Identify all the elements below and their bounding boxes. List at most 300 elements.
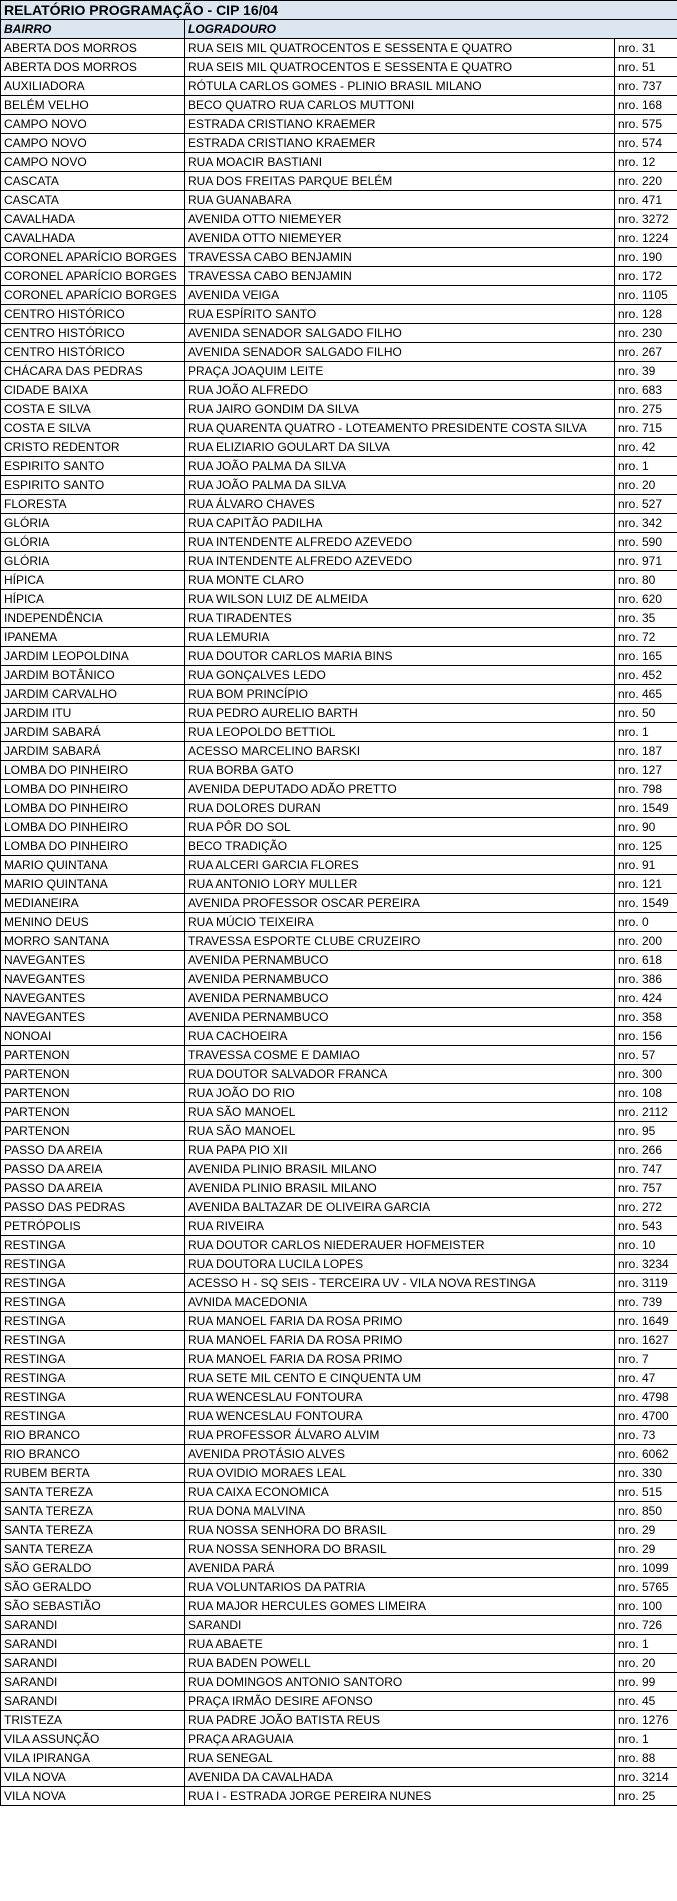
table-row — [1, 1692, 677, 1711]
table-row — [1, 1046, 677, 1065]
cell-numero: nro. 275 — [615, 400, 677, 419]
table-row — [1, 761, 677, 780]
cell-bairro: GLÓRIA — [1, 533, 185, 552]
table-row — [1, 951, 677, 970]
table-row — [1, 799, 677, 818]
table-row — [1, 571, 677, 590]
cell-logradouro: TRAVESSA COSME E DAMIAO — [185, 1046, 615, 1065]
cell-logradouro: RUA SENEGAL — [185, 1749, 615, 1768]
cell-logradouro: AVENIDA PARÁ — [185, 1559, 615, 1578]
cell-bairro: CIDADE BAIXA — [1, 381, 185, 400]
cell-numero: nro. 12 — [615, 153, 677, 172]
cell-logradouro: RUA ABAETE — [185, 1635, 615, 1654]
cell-logradouro: TRAVESSA CABO BENJAMIN — [185, 267, 615, 286]
cell-numero: nro. 266 — [615, 1141, 677, 1160]
cell-bairro: AUXILIADORA — [1, 77, 185, 96]
cell-logradouro: RUA DOMINGOS ANTONIO SANTORO — [185, 1673, 615, 1692]
cell-bairro: GLÓRIA — [1, 552, 185, 571]
cell-logradouro: AVENIDA PLINIO BRASIL MILANO — [185, 1160, 615, 1179]
cell-logradouro: RUA SEIS MIL QUATROCENTOS E SESSENTA E QUATRO — [185, 39, 615, 58]
table-row — [1, 96, 677, 115]
cell-logradouro: RUA MANOEL FARIA DA ROSA PRIMO — [185, 1331, 615, 1350]
cell-numero: nro. 72 — [615, 628, 677, 647]
cell-logradouro: RUA BOM PRINCÍPIO — [185, 685, 615, 704]
column-header-bairro: BAIRRO — [1, 20, 185, 39]
cell-bairro: VILA IPIRANGA — [1, 1749, 185, 1768]
cell-logradouro: RUA ALCERI GARCIA FLORES — [185, 856, 615, 875]
cell-numero: nro. 1627 — [615, 1331, 677, 1350]
cell-bairro: ESPIRITO SANTO — [1, 476, 185, 495]
cell-logradouro: RUA DOUTOR CARLOS MARIA BINS — [185, 647, 615, 666]
cell-logradouro: RUA VOLUNTARIOS DA PATRIA — [185, 1578, 615, 1597]
cell-bairro: LOMBA DO PINHEIRO — [1, 761, 185, 780]
table-row — [1, 1198, 677, 1217]
cell-bairro: CAMPO NOVO — [1, 134, 185, 153]
table-row — [1, 1160, 677, 1179]
cell-bairro: VILA ASSUNÇÃO — [1, 1730, 185, 1749]
cell-logradouro: RUA PÔR DO SOL — [185, 818, 615, 837]
table-row — [1, 1730, 677, 1749]
cell-logradouro: RUA PROFESSOR ÁLVARO ALVIM — [185, 1426, 615, 1445]
cell-bairro: HÍPICA — [1, 571, 185, 590]
cell-numero: nro. 100 — [615, 1597, 677, 1616]
cell-numero: nro. 29 — [615, 1521, 677, 1540]
cell-numero: nro. 5765 — [615, 1578, 677, 1597]
cell-numero: nro. 715 — [615, 419, 677, 438]
cell-logradouro: AVNIDA MACEDONIA — [185, 1293, 615, 1312]
cell-numero: nro. 51 — [615, 58, 677, 77]
cell-logradouro: RUA BORBA GATO — [185, 761, 615, 780]
cell-bairro: PETRÓPOLIS — [1, 1217, 185, 1236]
cell-numero: nro. 747 — [615, 1160, 677, 1179]
cell-bairro: INDEPENDÊNCIA — [1, 609, 185, 628]
cell-numero: nro. 25 — [615, 1787, 677, 1806]
cell-bairro: PASSO DA AREIA — [1, 1141, 185, 1160]
table-row — [1, 305, 677, 324]
cell-numero: nro. 1549 — [615, 799, 677, 818]
cell-logradouro: RUA SEIS MIL QUATROCENTOS E SESSENTA E QUATRO — [185, 58, 615, 77]
cell-numero: nro. 190 — [615, 248, 677, 267]
cell-bairro: JARDIM SABARÁ — [1, 723, 185, 742]
cell-bairro: JARDIM LEOPOLDINA — [1, 647, 185, 666]
cell-numero: nro. 3214 — [615, 1768, 677, 1787]
table-row — [1, 1236, 677, 1255]
cell-bairro: PARTENON — [1, 1103, 185, 1122]
cell-numero: nro. 737 — [615, 77, 677, 96]
cell-logradouro: RUA MAJOR HERCULES GOMES LIMEIRA — [185, 1597, 615, 1616]
cell-bairro: RESTINGA — [1, 1274, 185, 1293]
cell-numero: nro. 108 — [615, 1084, 677, 1103]
cell-bairro: PARTENON — [1, 1046, 185, 1065]
cell-logradouro: RUA SETE MIL CENTO E CINQUENTA UM — [185, 1369, 615, 1388]
cell-numero: nro. 1099 — [615, 1559, 677, 1578]
table-row — [1, 1445, 677, 1464]
cell-logradouro: ACESSO H - SQ SEIS - TERCEIRA UV - VILA NOVA RESTINGA — [185, 1274, 615, 1293]
cell-bairro: NAVEGANTES — [1, 970, 185, 989]
cell-bairro: CAVALHADA — [1, 229, 185, 248]
table-row — [1, 1274, 677, 1293]
table-row — [1, 1103, 677, 1122]
table-row — [1, 552, 677, 571]
cell-numero: nro. 88 — [615, 1749, 677, 1768]
table-row — [1, 533, 677, 552]
cell-bairro: MARIO QUINTANA — [1, 875, 185, 894]
cell-bairro: CAMPO NOVO — [1, 153, 185, 172]
cell-numero: nro. 165 — [615, 647, 677, 666]
table-row — [1, 115, 677, 134]
cell-bairro: LOMBA DO PINHEIRO — [1, 818, 185, 837]
cell-numero: nro. 10 — [615, 1236, 677, 1255]
cell-logradouro: RUA JOÃO PALMA DA SILVA — [185, 457, 615, 476]
cell-numero: nro. 272 — [615, 1198, 677, 1217]
table-row — [1, 989, 677, 1008]
cell-logradouro: RUA BADEN POWELL — [185, 1654, 615, 1673]
cell-bairro: RESTINGA — [1, 1388, 185, 1407]
cell-bairro: SARANDI — [1, 1635, 185, 1654]
cell-numero: nro. 358 — [615, 1008, 677, 1027]
cell-logradouro: ESTRADA CRISTIANO KRAEMER — [185, 115, 615, 134]
table-row — [1, 495, 677, 514]
cell-numero: nro. 230 — [615, 324, 677, 343]
cell-bairro: JARDIM BOTÂNICO — [1, 666, 185, 685]
cell-bairro: SÃO GERALDO — [1, 1578, 185, 1597]
table-row — [1, 1008, 677, 1027]
table-row — [1, 381, 677, 400]
table-row — [1, 1673, 677, 1692]
title-row — [1, 1, 677, 20]
table-row — [1, 723, 677, 742]
table-row — [1, 58, 677, 77]
cell-bairro: CENTRO HISTÓRICO — [1, 305, 185, 324]
cell-numero: nro. 574 — [615, 134, 677, 153]
cell-numero: nro. 3119 — [615, 1274, 677, 1293]
cell-logradouro: RUA DOUTORA LUCILA LOPES — [185, 1255, 615, 1274]
table-row — [1, 913, 677, 932]
table-row — [1, 39, 677, 58]
cell-logradouro: RUA PADRE JOÃO BATISTA REUS — [185, 1711, 615, 1730]
cell-bairro: RUBEM BERTA — [1, 1464, 185, 1483]
cell-numero: nro. 1105 — [615, 286, 677, 305]
cell-logradouro: RUA ANTONIO LORY MULLER — [185, 875, 615, 894]
cell-logradouro: AVENIDA DA CAVALHADA — [185, 1768, 615, 1787]
cell-logradouro: RUA OVIDIO MORAES LEAL — [185, 1464, 615, 1483]
column-header-logradouro: LOGRADOURO — [185, 20, 677, 39]
cell-bairro: ABERTA DOS MORROS — [1, 58, 185, 77]
cell-bairro: CAMPO NOVO — [1, 115, 185, 134]
cell-bairro: SANTA TEREZA — [1, 1483, 185, 1502]
table-row — [1, 134, 677, 153]
cell-logradouro: AVENIDA DEPUTADO ADÃO PRETTO — [185, 780, 615, 799]
cell-bairro: ABERTA DOS MORROS — [1, 39, 185, 58]
table-row — [1, 324, 677, 343]
cell-bairro: CORONEL APARÍCIO BORGES — [1, 286, 185, 305]
cell-bairro: SARANDI — [1, 1692, 185, 1711]
cell-bairro: RIO BRANCO — [1, 1445, 185, 1464]
cell-logradouro: AVENIDA PERNAMBUCO — [185, 951, 615, 970]
cell-bairro: CAVALHADA — [1, 210, 185, 229]
cell-logradouro: RUA CACHOEIRA — [185, 1027, 615, 1046]
cell-bairro: VILA NOVA — [1, 1768, 185, 1787]
cell-numero: nro. 168 — [615, 96, 677, 115]
table-row — [1, 77, 677, 96]
cell-bairro: COSTA E SILVA — [1, 400, 185, 419]
cell-numero: nro. 527 — [615, 495, 677, 514]
cell-bairro: GLÓRIA — [1, 514, 185, 533]
table-row — [1, 286, 677, 305]
cell-numero: nro. 45 — [615, 1692, 677, 1711]
table-row — [1, 780, 677, 799]
cell-bairro: RIO BRANCO — [1, 1426, 185, 1445]
cell-logradouro: AVENIDA OTTO NIEMEYER — [185, 210, 615, 229]
cell-bairro: ESPIRITO SANTO — [1, 457, 185, 476]
cell-logradouro: RUA PEDRO AURELIO BARTH — [185, 704, 615, 723]
cell-bairro: MENINO DEUS — [1, 913, 185, 932]
cell-logradouro: RUA DONA MALVINA — [185, 1502, 615, 1521]
cell-bairro: NONOAI — [1, 1027, 185, 1046]
column-header-row — [1, 20, 677, 39]
cell-numero: nro. 342 — [615, 514, 677, 533]
cell-numero: nro. 0 — [615, 913, 677, 932]
cell-bairro: SARANDI — [1, 1673, 185, 1692]
cell-bairro: NAVEGANTES — [1, 989, 185, 1008]
cell-numero: nro. 726 — [615, 1616, 677, 1635]
cell-numero: nro. 515 — [615, 1483, 677, 1502]
cell-bairro: RESTINGA — [1, 1350, 185, 1369]
cell-logradouro: RUA GUANABARA — [185, 191, 615, 210]
cell-logradouro: AVENIDA OTTO NIEMEYER — [185, 229, 615, 248]
cell-numero: nro. 29 — [615, 1540, 677, 1559]
cell-logradouro: RUA SÃO MANOEL — [185, 1122, 615, 1141]
cell-numero: nro. 50 — [615, 704, 677, 723]
cell-bairro: RESTINGA — [1, 1255, 185, 1274]
table-row — [1, 970, 677, 989]
cell-bairro: SARANDI — [1, 1654, 185, 1673]
cell-logradouro: RUA DOUTOR CARLOS NIEDERAUER HOFMEISTER — [185, 1236, 615, 1255]
table-row — [1, 894, 677, 913]
cell-numero: nro. 57 — [615, 1046, 677, 1065]
cell-numero: nro. 1224 — [615, 229, 677, 248]
cell-logradouro: RUA CAPITÃO PADILHA — [185, 514, 615, 533]
cell-numero: nro. 757 — [615, 1179, 677, 1198]
cell-logradouro: RUA JOÃO DO RIO — [185, 1084, 615, 1103]
table-row — [1, 1635, 677, 1654]
cell-numero: nro. 156 — [615, 1027, 677, 1046]
cell-logradouro: AVENIDA PROTÁSIO ALVES — [185, 1445, 615, 1464]
cell-numero: nro. 452 — [615, 666, 677, 685]
table-row — [1, 1065, 677, 1084]
cell-logradouro: TRAVESSA ESPORTE CLUBE CRUZEIRO — [185, 932, 615, 951]
cell-bairro: NAVEGANTES — [1, 951, 185, 970]
table-row — [1, 153, 677, 172]
cell-numero: nro. 200 — [615, 932, 677, 951]
table-row — [1, 400, 677, 419]
cell-numero: nro. 971 — [615, 552, 677, 571]
cell-logradouro: RUA ÁLVARO CHAVES — [185, 495, 615, 514]
cell-numero: nro. 20 — [615, 1654, 677, 1673]
table-row — [1, 1141, 677, 1160]
table-row — [1, 1787, 677, 1806]
table-row — [1, 457, 677, 476]
cell-logradouro: AVENIDA PERNAMBUCO — [185, 1008, 615, 1027]
table-row — [1, 1559, 677, 1578]
cell-logradouro: RUA WENCESLAU FONTOURA — [185, 1388, 615, 1407]
cell-logradouro: RÓTULA CARLOS GOMES - PLINIO BRASIL MILANO — [185, 77, 615, 96]
table-row — [1, 1597, 677, 1616]
cell-logradouro: AVENIDA VEIGA — [185, 286, 615, 305]
cell-numero: nro. 35 — [615, 609, 677, 628]
table-row — [1, 1502, 677, 1521]
cell-numero: nro. 590 — [615, 533, 677, 552]
table-row — [1, 1350, 677, 1369]
table-row — [1, 1388, 677, 1407]
cell-logradouro: RUA JOÃO ALFREDO — [185, 381, 615, 400]
cell-numero: nro. 267 — [615, 343, 677, 362]
cell-logradouro: RUA WENCESLAU FONTOURA — [185, 1407, 615, 1426]
cell-numero: nro. 73 — [615, 1426, 677, 1445]
table-row — [1, 1312, 677, 1331]
cell-numero: nro. 121 — [615, 875, 677, 894]
table-row — [1, 248, 677, 267]
cell-logradouro: RUA DOLORES DURAN — [185, 799, 615, 818]
cell-logradouro: PRAÇA IRMÃO DESIRE AFONSO — [185, 1692, 615, 1711]
cell-bairro: CORONEL APARÍCIO BORGES — [1, 248, 185, 267]
cell-logradouro: AVENIDA BALTAZAR DE OLIVEIRA GARCIA — [185, 1198, 615, 1217]
table-row — [1, 742, 677, 761]
cell-numero: nro. 90 — [615, 818, 677, 837]
cell-bairro: SANTA TEREZA — [1, 1521, 185, 1540]
table-row — [1, 704, 677, 723]
cell-bairro: COSTA E SILVA — [1, 419, 185, 438]
cell-bairro: SARANDI — [1, 1616, 185, 1635]
cell-numero: nro. 4798 — [615, 1388, 677, 1407]
table-row — [1, 1179, 677, 1198]
table-row — [1, 1540, 677, 1559]
cell-bairro: LOMBA DO PINHEIRO — [1, 799, 185, 818]
cell-numero: nro. 1 — [615, 1730, 677, 1749]
table-row — [1, 666, 677, 685]
cell-numero: nro. 172 — [615, 267, 677, 286]
cell-numero: nro. 42 — [615, 438, 677, 457]
cell-logradouro: RUA MÚCIO TEIXEIRA — [185, 913, 615, 932]
cell-logradouro: RUA SÃO MANOEL — [185, 1103, 615, 1122]
cell-bairro: PARTENON — [1, 1065, 185, 1084]
cell-bairro: CASCATA — [1, 191, 185, 210]
table-row — [1, 1331, 677, 1350]
cell-bairro: RESTINGA — [1, 1369, 185, 1388]
cell-bairro: JARDIM ITU — [1, 704, 185, 723]
cell-numero: nro. 543 — [615, 1217, 677, 1236]
cell-logradouro: RUA MANOEL FARIA DA ROSA PRIMO — [185, 1350, 615, 1369]
table-row — [1, 685, 677, 704]
cell-numero: nro. 850 — [615, 1502, 677, 1521]
cell-logradouro: RUA ELIZIARIO GOULART DA SILVA — [185, 438, 615, 457]
cell-bairro: PARTENON — [1, 1084, 185, 1103]
cell-numero: nro. 39 — [615, 362, 677, 381]
cell-numero: nro. 95 — [615, 1122, 677, 1141]
cell-logradouro: AVENIDA PLINIO BRASIL MILANO — [185, 1179, 615, 1198]
table-row — [1, 210, 677, 229]
cell-numero: nro. 798 — [615, 780, 677, 799]
cell-logradouro: ESTRADA CRISTIANO KRAEMER — [185, 134, 615, 153]
cell-bairro: VILA NOVA — [1, 1787, 185, 1806]
cell-logradouro: RUA MANOEL FARIA DA ROSA PRIMO — [185, 1312, 615, 1331]
cell-numero: nro. 125 — [615, 837, 677, 856]
table-row — [1, 837, 677, 856]
cell-numero: nro. 1 — [615, 1635, 677, 1654]
cell-logradouro: RUA GONÇALVES LEDO — [185, 666, 615, 685]
cell-numero: nro. 683 — [615, 381, 677, 400]
cell-bairro: JARDIM SABARÁ — [1, 742, 185, 761]
cell-logradouro: RUA I - ESTRADA JORGE PEREIRA NUNES — [185, 1787, 615, 1806]
cell-numero: nro. 471 — [615, 191, 677, 210]
cell-bairro: PASSO DA AREIA — [1, 1160, 185, 1179]
cell-logradouro: RUA MOACIR BASTIANI — [185, 153, 615, 172]
cell-bairro: CENTRO HISTÓRICO — [1, 324, 185, 343]
table-row — [1, 1521, 677, 1540]
cell-bairro: SANTA TEREZA — [1, 1502, 185, 1521]
cell-numero: nro. 91 — [615, 856, 677, 875]
cell-logradouro: PRAÇA JOAQUIM LEITE — [185, 362, 615, 381]
cell-numero: nro. 330 — [615, 1464, 677, 1483]
cell-logradouro: ACESSO MARCELINO BARSKI — [185, 742, 615, 761]
cell-logradouro: AVENIDA PROFESSOR OSCAR PEREIRA — [185, 894, 615, 913]
cell-logradouro: AVENIDA SENADOR SALGADO FILHO — [185, 324, 615, 343]
cell-bairro: MARIO QUINTANA — [1, 856, 185, 875]
cell-logradouro: RUA QUARENTA QUATRO - LOTEAMENTO PRESIDENTE COSTA SILVA — [185, 419, 615, 438]
table-row — [1, 1084, 677, 1103]
cell-logradouro: RUA DOUTOR SALVADOR FRANCA — [185, 1065, 615, 1084]
cell-bairro: HÍPICA — [1, 590, 185, 609]
cell-numero: nro. 80 — [615, 571, 677, 590]
cell-numero: nro. 1649 — [615, 1312, 677, 1331]
cell-logradouro: RUA ESPÍRITO SANTO — [185, 305, 615, 324]
table-row — [1, 229, 677, 248]
cell-bairro: FLORESTA — [1, 495, 185, 514]
cell-logradouro: RUA TIRADENTES — [185, 609, 615, 628]
cell-logradouro: AVENIDA PERNAMBUCO — [185, 970, 615, 989]
table-row — [1, 1483, 677, 1502]
table-row — [1, 514, 677, 533]
cell-numero: nro. 386 — [615, 970, 677, 989]
cell-logradouro: RUA LEMURIA — [185, 628, 615, 647]
cell-numero: nro. 1 — [615, 457, 677, 476]
table-row — [1, 932, 677, 951]
cell-bairro: RESTINGA — [1, 1236, 185, 1255]
table-row — [1, 172, 677, 191]
cell-logradouro: SARANDI — [185, 1616, 615, 1635]
cell-bairro: CHÁCARA DAS PEDRAS — [1, 362, 185, 381]
table-row — [1, 1749, 677, 1768]
table-row — [1, 1654, 677, 1673]
cell-numero: nro. 2112 — [615, 1103, 677, 1122]
cell-numero: nro. 4700 — [615, 1407, 677, 1426]
cell-numero: nro. 127 — [615, 761, 677, 780]
table-row — [1, 343, 677, 362]
cell-logradouro: RUA PAPA PIO XII — [185, 1141, 615, 1160]
report-title: RELATÓRIO PROGRAMAÇÃO - CIP 16/04 — [1, 1, 677, 20]
table-row — [1, 191, 677, 210]
table-row — [1, 628, 677, 647]
cell-bairro: RESTINGA — [1, 1331, 185, 1350]
cell-numero: nro. 20 — [615, 476, 677, 495]
cell-bairro: LOMBA DO PINHEIRO — [1, 780, 185, 799]
table-row — [1, 875, 677, 894]
table-row — [1, 856, 677, 875]
cell-bairro: NAVEGANTES — [1, 1008, 185, 1027]
table-row — [1, 647, 677, 666]
cell-numero: nro. 739 — [615, 1293, 677, 1312]
table-row — [1, 362, 677, 381]
